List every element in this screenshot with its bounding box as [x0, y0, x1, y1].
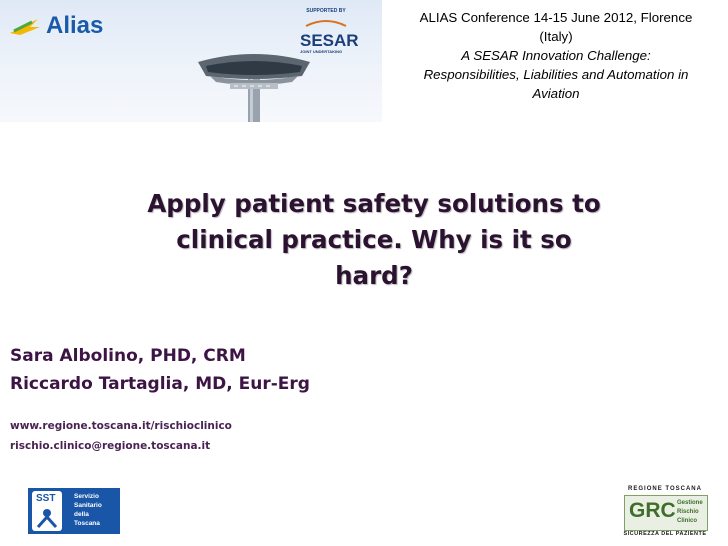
- website-link[interactable]: www.regione.toscana.it/rischioclinico: [10, 420, 232, 432]
- author-2: Riccardo Tartaglia, MD, Eur-Erg: [10, 374, 310, 394]
- sesar-arc-icon: [300, 19, 352, 27]
- grc-side-line-3: Clinico: [677, 518, 698, 524]
- conference-line-4: Responsibilities, Liabilities and Automation in: [423, 67, 689, 82]
- conference-line-2: (Italy): [539, 29, 573, 44]
- sesar-logo: [300, 8, 359, 54]
- sst-badge-text: SST: [36, 493, 56, 504]
- grc-box: [624, 495, 708, 531]
- author-1: Sara Albolino, PHD, CRM: [10, 346, 246, 366]
- email-link[interactable]: rischio.clinico@regione.toscana.it: [10, 440, 211, 452]
- sst-badge: [32, 491, 62, 531]
- sst-line-2: Sanitario: [74, 502, 102, 509]
- grc-side-line-1: Gestione: [677, 500, 703, 506]
- sst-line-4: Toscana: [74, 520, 100, 527]
- title-line-3: hard?: [335, 261, 413, 290]
- sst-logo-lines: [74, 492, 102, 528]
- contact-links: [10, 416, 232, 456]
- control-tower-image: [190, 52, 320, 122]
- header-banner: [0, 0, 382, 122]
- title-line-2: clinical practice. Why is it so: [176, 225, 572, 254]
- grc-side-line-2: Rischio: [677, 509, 699, 515]
- grc-region-label: REGIONE TOSCANA: [628, 486, 702, 492]
- conference-line-1: ALIAS Conference 14-15 June 2012, Florence: [419, 10, 693, 25]
- title-line-1: Apply patient safety solutions to: [147, 189, 601, 218]
- sst-line-3: della: [74, 511, 89, 518]
- conference-info: [384, 8, 728, 103]
- grc-logo: [622, 486, 708, 538]
- sesar-sub-label: JOINT UNDERTAKING: [300, 49, 343, 54]
- sst-line-1: Servizio: [74, 493, 99, 500]
- sesar-supported-label: SUPPORTED BY: [306, 8, 346, 14]
- grc-side-text: [677, 499, 703, 526]
- alias-logo-text: Alias: [46, 12, 104, 39]
- slide-title: [128, 186, 620, 294]
- grc-logo-text: GRC: [629, 499, 676, 522]
- conference-line-5: Aviation: [532, 86, 580, 101]
- alias-logo: [8, 12, 103, 40]
- alias-plane-icon: [8, 13, 42, 39]
- grc-bottom-label: SICUREZZA DEL PAZIENTE: [623, 531, 707, 537]
- sesar-logo-text: SESAR: [300, 31, 359, 50]
- authors: [10, 342, 310, 398]
- conference-line-3: A SESAR Innovation Challenge:: [461, 48, 651, 63]
- sst-logo: [28, 488, 120, 534]
- sst-figure-icon: [32, 491, 62, 531]
